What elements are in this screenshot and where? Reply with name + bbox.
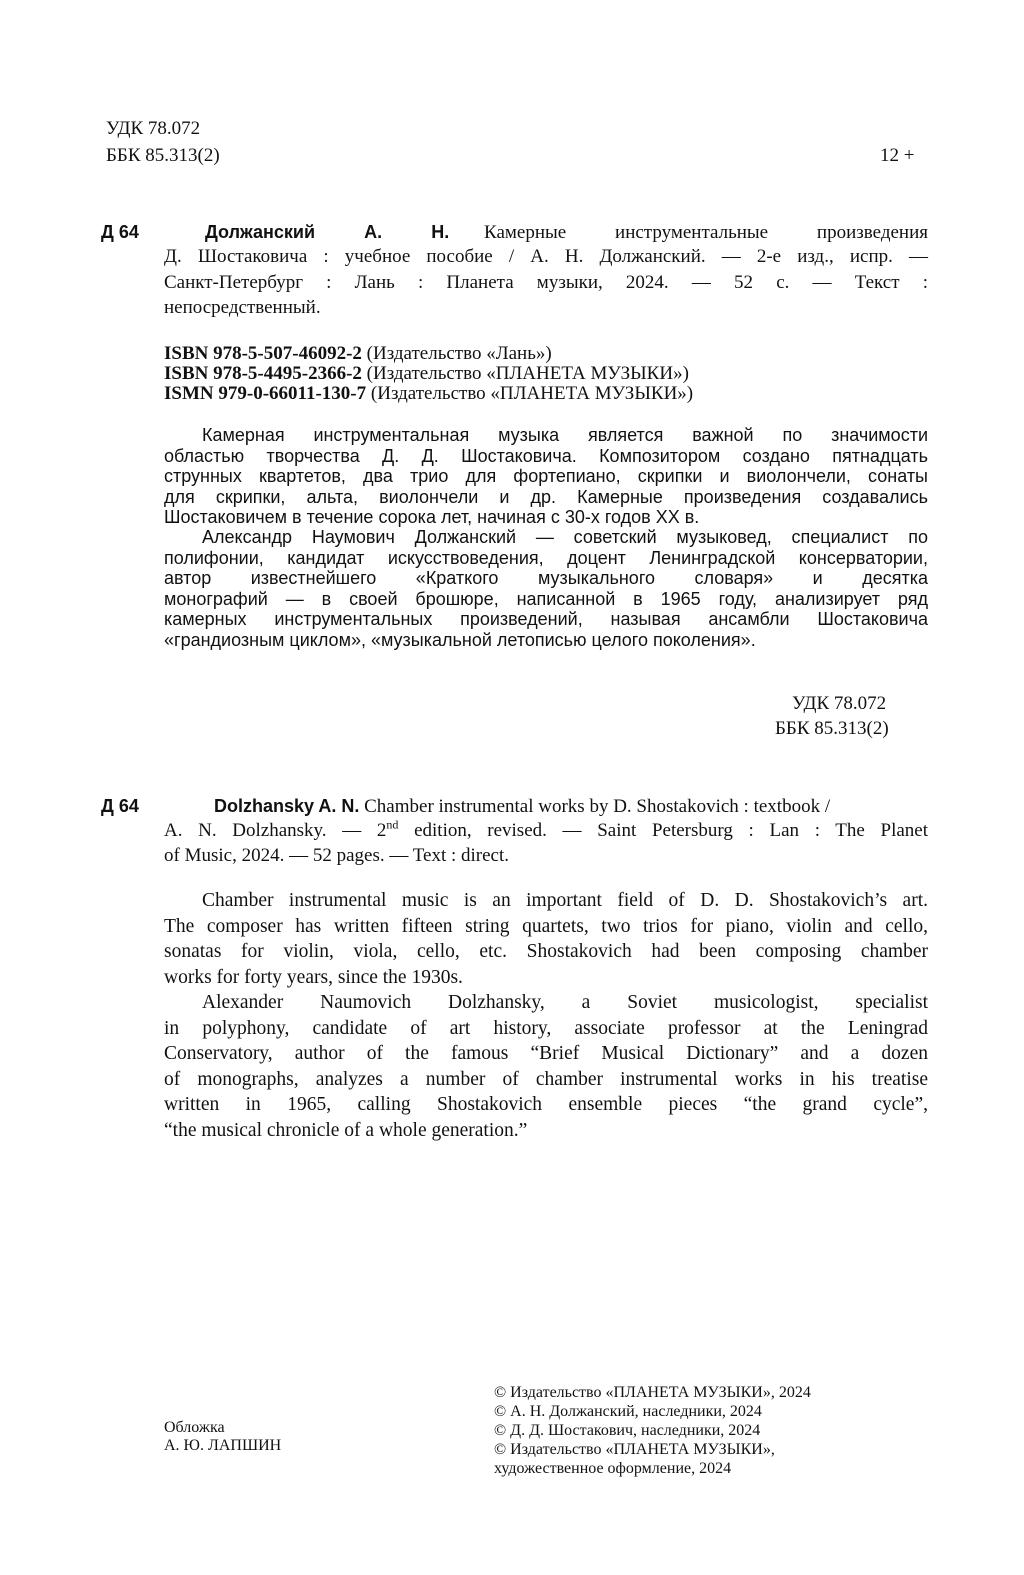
ismn-publisher: (Издательство «ПЛАНЕТА МУЗЫКИ») <box>366 383 694 404</box>
ru-abstract-line: струнных квартетов, два трио для фортепиано, скрипки и виолончели, сонаты <box>164 466 928 486</box>
copyright-line: © Д. Д. Шостакович, наследники, 2024 <box>494 1422 761 1439</box>
cover-credit-label: Обложка <box>164 1419 225 1436</box>
en-entry-line-2-rest: edition, revised. — Saint Petersburg : Lan : The Planet <box>398 820 928 841</box>
ismn-row <box>164 384 693 404</box>
en-abstract-line: in polyphony, candidate of art history, associate professor at the Leningrad <box>164 1017 928 1039</box>
en-abstract-paragraph-1 <box>164 888 928 990</box>
en-abstract-line: of monographs, analyzes a number of chamber instrumental works in his treatise <box>164 1068 928 1090</box>
age-rating: 12 + <box>880 145 915 166</box>
en-entry-author: Dolzhansky A. N. <box>214 796 360 816</box>
copyright-line: художественное оформление, 2024 <box>494 1460 732 1477</box>
isbn-row <box>164 364 693 384</box>
en-abstract-line: works for forty years, since the 1930s. <box>164 966 463 988</box>
isbn-code: ISBN 978-5-4495-2366-2 <box>164 363 362 384</box>
ru-abstract-line: для скрипки, альта, виолончели и др. Камерные произведения создавались <box>164 486 928 507</box>
ru-abstract-line: камерных инструментальных произведений, называя ансамбли Шостаковича <box>164 609 928 629</box>
ru-abstract-line: областью творчества Д. Д. Шостаковича. Композитором создано пятнадцать <box>164 445 928 466</box>
ru-abstract-line: полифонии, кандидат искусствоведения, доцент Ленинградской консерватории, <box>164 547 928 568</box>
en-abstract-line: Chamber instrumental music is an important field of D. D. Shostakovich’s art. <box>202 890 928 911</box>
en-abstract-line: written in 1965, calling Shostakovich ensemble pieces “the grand cycle”, <box>164 1094 928 1115</box>
en-abstract-paragraph-2 <box>164 990 928 1143</box>
ru-entry-code: Д 64 <box>101 222 139 242</box>
bbk-code-english: ББК 85.313(2) <box>775 718 889 739</box>
ru-abstract-paragraph-2 <box>164 527 928 650</box>
ru-entry-line-4: непосредственный. <box>164 297 321 318</box>
ru-abstract-line: Александр Наумович Должанский — советский музыковед, специалист по <box>202 527 928 547</box>
copyright-line: © Издательство «ПЛАНЕТА МУЗЫКИ», 2024 <box>494 1384 811 1401</box>
ru-entry-line-2: Д. Шостаковича : учебное пособие / А. Н. Должанский. — 2-е изд., испр. — <box>164 246 928 267</box>
copyright-line: © Издательство «ПЛАНЕТА МУЗЫКИ», <box>494 1441 775 1458</box>
ru-abstract-paragraph-1 <box>164 425 928 528</box>
isbn-row <box>164 344 693 364</box>
en-entry-line-3: of Music, 2024. — 52 pages. — Text : direct. <box>164 845 510 866</box>
en-entry-line-2-text: A. N. Dolzhansky. — 2 <box>164 820 387 841</box>
en-abstract-line: Alexander Naumovich Dolzhansky, a Soviet musicologist, specialist <box>202 992 928 1013</box>
udk-code-english: УДК 78.072 <box>792 693 887 714</box>
bbk-code: ББК 85.313(2) <box>106 145 220 166</box>
ru-entry-line-1 <box>205 221 928 244</box>
isbn-code: ISBN 978-5-507-46092-2 <box>164 343 362 364</box>
copyright-line: © А. Н. Должанский, наследники, 2024 <box>494 1403 762 1420</box>
ru-abstract-line: автор известнейшего «Краткого музыкального словаря» и десятка <box>164 568 928 588</box>
udk-code: УДК 78.072 <box>106 118 201 139</box>
en-abstract-line: Conservatory, author of the famous “Brief Musical Dictionary” and a dozen <box>164 1043 928 1064</box>
en-abstract-line: “the musical chronicle of a whole generation.” <box>164 1119 528 1141</box>
en-abstract-line: The composer has written fifteen string quartets, two trios for piano, violin and cello, <box>164 915 928 937</box>
isbn-publisher: (Издательство «Лань») <box>361 343 552 364</box>
ismn-code: ISMN 979-0-66011-130-7 <box>164 383 367 404</box>
isbn-block <box>164 344 693 404</box>
ru-entry-line-3: Санкт-Петербург : Лань : Планета музыки, 2024. — 52 с. — Текст : <box>164 272 928 293</box>
en-entry-title: Chamber instrumental works by D. Shostakovich : textbook / <box>359 796 831 817</box>
isbn-publisher: (Издательство «ПЛАНЕТА МУЗЫКИ») <box>361 363 689 384</box>
en-entry-code: Д 64 <box>101 796 139 816</box>
ru-abstract-line: Шостаковичем в течение сорока лет, начиная с 30-х годов XX в. <box>164 507 700 527</box>
en-entry-line-1 <box>214 795 928 818</box>
ru-abstract-line: монографий — в своей брошюре, написанной в 1965 году, анализирует ряд <box>164 588 928 609</box>
en-abstract-line: sonatas for violin, viola, cello, etc. Shostakovich had been composing chamber <box>164 941 928 962</box>
ru-abstract-line: «грандиозным циклом», «музыкальной летописью целого поколения». <box>164 629 756 650</box>
cover-credit-name: А. Ю. ЛАПШИН <box>164 1437 282 1454</box>
ru-entry-author: Должанский А. Н. <box>205 222 450 242</box>
ru-abstract-line: Камерная инструментальная музыка является важной по значимости <box>202 425 928 445</box>
ru-entry-title: Камерные инструментальные произведения <box>484 222 928 243</box>
copyright-block <box>494 1383 811 1478</box>
en-entry-superscript: nd <box>386 817 399 832</box>
en-entry-line-2 <box>164 817 928 842</box>
